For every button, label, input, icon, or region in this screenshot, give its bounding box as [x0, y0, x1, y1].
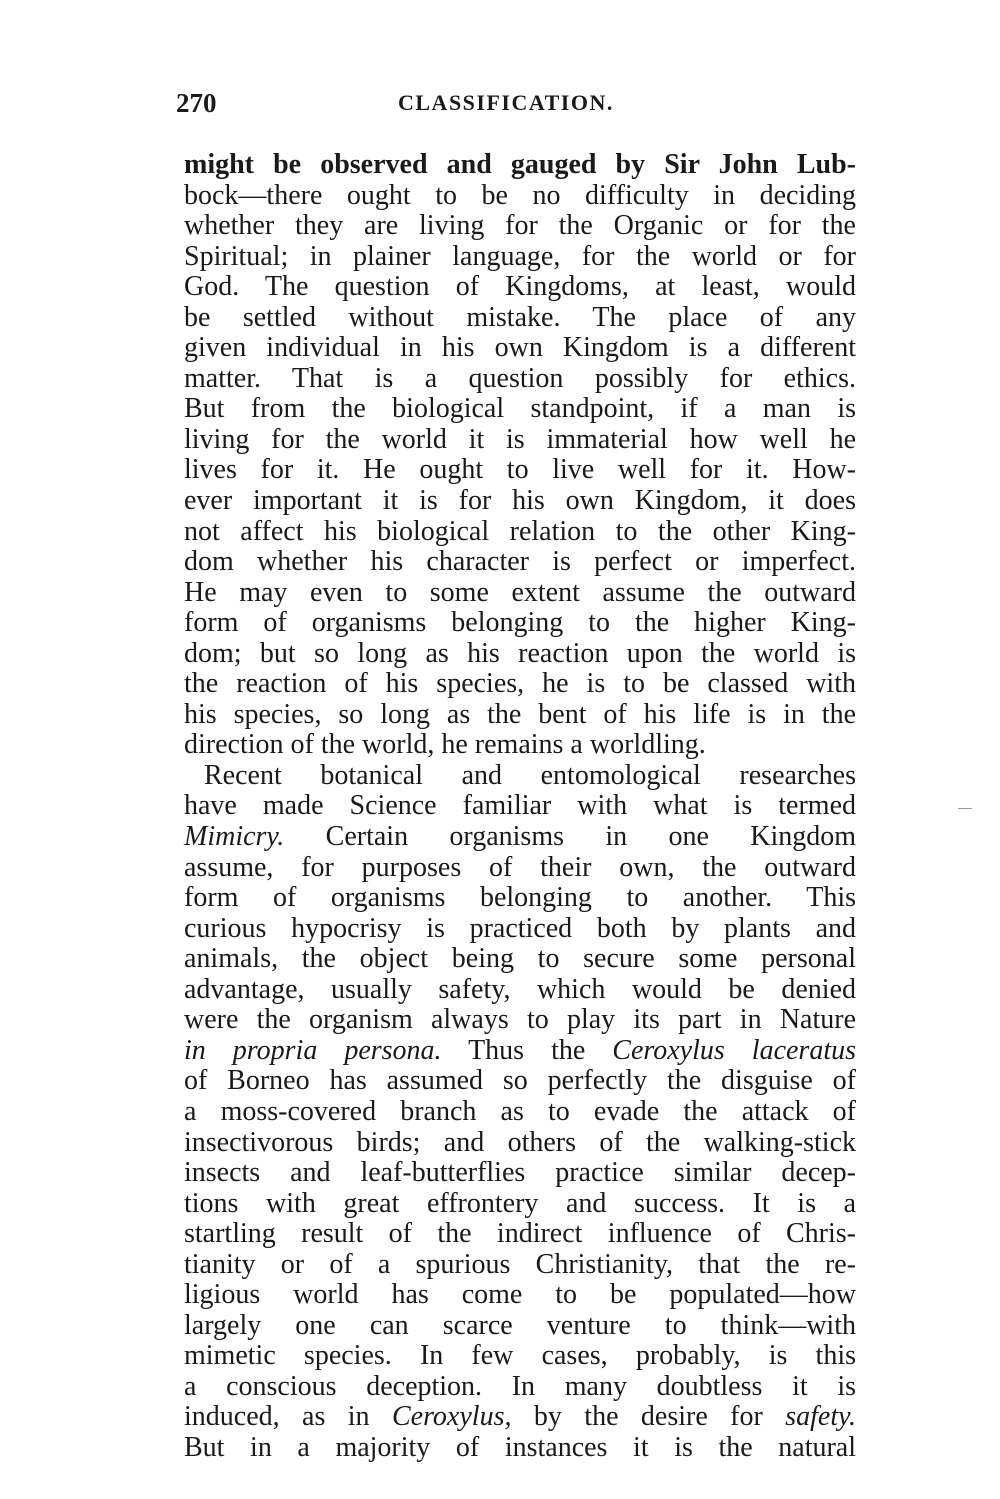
italic-term: in propria persona.	[184, 1034, 442, 1066]
text-line: largely one can scarce venture to think—with	[184, 1309, 856, 1341]
text-line: of Borneo has assumed so perfectly the disguise of	[184, 1065, 856, 1097]
text-line: bock—there ought to be no difficulty in deciding	[184, 179, 856, 211]
text-line: a conscious deception. In many doubtless it is	[184, 1370, 856, 1402]
text-line: insects and leaf-butterflies practice similar decep-	[184, 1157, 856, 1189]
body-text	[184, 150, 856, 1464]
text-line: Spiritual; in plainer language, for the world or for	[184, 240, 856, 272]
italic-term: Mimicry.	[184, 821, 285, 853]
text-line: form of organisms belonging to the higher King-	[184, 607, 856, 639]
italic-term: safety.	[785, 1401, 856, 1433]
text-line: whether they are living for the Organic or for the	[184, 210, 856, 242]
running-head: CLASSIFICATION.	[398, 90, 614, 115]
text-line-mixed	[184, 1036, 856, 1067]
text-line: But from the biological standpoint, if a man is	[184, 393, 856, 425]
text-line: a moss-covered branch as to evade the attack of	[184, 1095, 856, 1127]
text-line: startling result of the indirect influence of Chris-	[184, 1218, 856, 1250]
text-line: his species, so long as the bent of his life is in the	[184, 698, 856, 730]
text-line: matter. That is a question possibly for ethics.	[184, 362, 856, 394]
page-number: 270	[176, 88, 217, 118]
text-line: tions with great effrontery and success. It is a	[184, 1187, 856, 1219]
text-line: the reaction of his species, he is to be classed with	[184, 668, 856, 700]
text-segment: induced, as in	[184, 1401, 392, 1433]
text-line: He may even to some extent assume the outward	[184, 576, 856, 608]
text-line: insectivorous birds; and others of the walking-stick	[184, 1126, 856, 1158]
text-line: dom; but so long as his reaction upon the world is	[184, 637, 856, 669]
margin-mark	[958, 808, 972, 809]
italic-term: Ceroxylus,	[391, 1401, 512, 1433]
text-line-mixed	[184, 822, 856, 853]
text-line: animals, the object being to secure some personal	[184, 943, 856, 975]
text-line: advantage, usually safety, which would be denied	[184, 973, 856, 1005]
text-line: ligious world has come to be populated—how	[184, 1279, 856, 1311]
text-line: tianity or of a spurious Christianity, that the re-	[184, 1248, 856, 1280]
text-line: ever important it is for his own Kingdom, it does	[184, 485, 856, 517]
italic-term: Ceroxylus laceratus	[612, 1034, 857, 1066]
text-line: assume, for purposes of their own, the outward	[184, 851, 856, 883]
text-line: be settled without mistake. The place of any	[184, 301, 856, 333]
text-line: direction of the world, he remains a worldling.	[184, 729, 706, 761]
text-line: have made Science familiar with what is termed	[184, 790, 856, 822]
text-line: might be observed and gauged by Sir John Lub-	[184, 149, 856, 180]
text-segment: by the desire for	[511, 1401, 786, 1433]
text-line: were the organism always to play its part in Nature	[184, 1004, 856, 1036]
text-segment: Thus the	[441, 1034, 613, 1066]
text-line: mimetic species. In few cases, probably, is this	[184, 1340, 856, 1372]
text-line: living for the world it is immaterial how well he	[184, 423, 856, 455]
text-line: dom whether his character is perfect or imperfect.	[184, 546, 856, 578]
text-line: Recent botanical and entomological researches	[204, 759, 856, 791]
text-line: given individual in his own Kingdom is a different	[184, 332, 856, 364]
text-line: curious hypocrisy is practiced both by plants and	[184, 912, 856, 944]
text-line-mixed	[184, 1402, 856, 1433]
text-line: form of organisms belonging to another. This	[184, 882, 856, 914]
text-line: God. The question of Kingdoms, at least, would	[184, 271, 856, 303]
page-header	[176, 88, 856, 128]
text-line: lives for it. He ought to live well for it. How-	[184, 454, 856, 486]
text-segment: Certain organisms in one Kingdom	[284, 821, 856, 853]
text-line: But in a majority of instances it is the natural	[184, 1431, 856, 1463]
text-line: not affect his biological relation to the other King-	[184, 515, 856, 547]
